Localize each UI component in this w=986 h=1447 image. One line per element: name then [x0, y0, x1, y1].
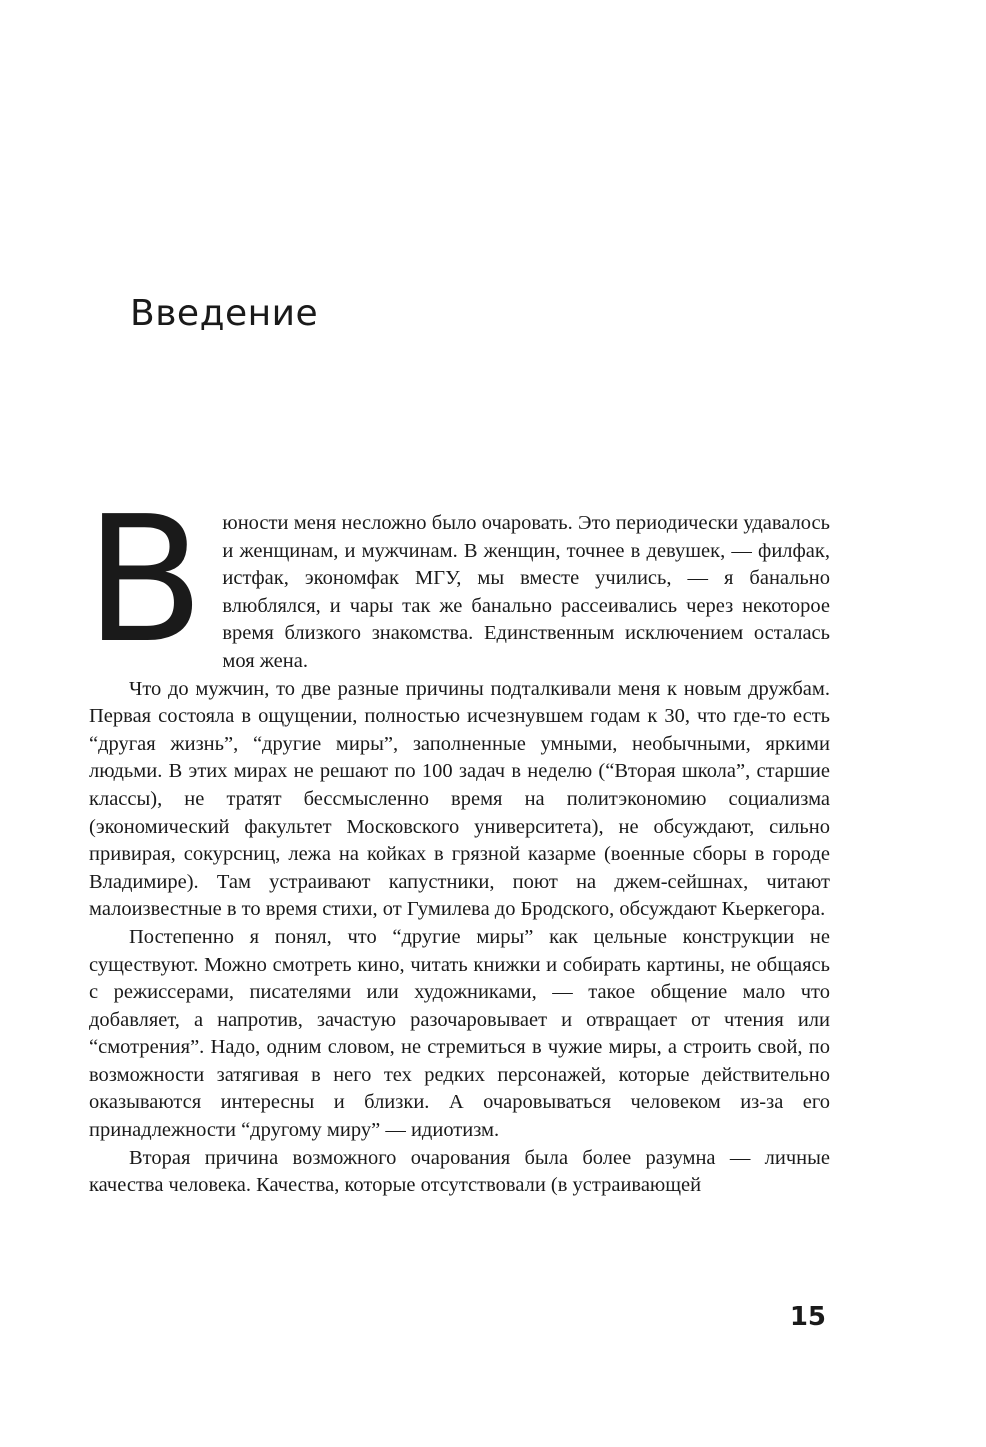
paragraph-2: Что до мужчин, то две разные причины подталкивали меня к новым дружбам. Первая состояла в ощущении, полностью исчезнувшем годам к 30, что где-то есть “другая жизнь”, “другие миры”, заполненные умными, необычными, яркими людьми. В этих мирах не решают по 100 задач в неделю (“Вторая школа”, старшие классы), не тратят бессмысленно время на политэкономию социализма (экономический факультет Московского университета), не обсуждают, сильно привирая, сокурсниц, лежа на койках в грязной казарме (военные сборы в городе Владимире). Там устраивают капустники, поют на джем-сейшнах, читают малоизвестные в то время стихи, от Гумилева до Бродского, обсуждают Кьеркегора.	[89, 677, 830, 921]
chapter-title: Введение	[130, 293, 319, 334]
paragraph-3: Постепенно я понял, что “другие миры” как цельные конструкции не существуют. Можно смотреть кино, читать книжки и собирать картины, не общаясь с режиссерами, писателями или художниками, — такое общение мало что добавляет, а напротив, зачастую разочаровывает и отвращает от чтения или “смотрения”. Надо, одним словом, не стремиться в чужие миры, а строить свой, по возможности затягивая в него тех редких персонажей, которые действительно оказываются интересны и близки. А очаровываться человеком из-за его принадлежности “другому миру” — идиотизм.	[89, 925, 830, 1142]
body-text	[85, 479, 830, 1200]
paragraph-1	[85, 479, 830, 682]
drop-cap: В	[85, 479, 205, 682]
page-number: 15	[789, 1302, 826, 1332]
paragraph-1-text: юности меня несложно было очаровать. Это периодически удавалось и женщинам, и мужчинам. В женщин, точнее в девушек, — филфак, истфак, экономфак МГУ, мы вместе учились, — я банально влюблялся, и чары так же банально рассеивались через некоторое время близкого знакомства. Единственным исключением осталась моя жена.	[222, 512, 830, 672]
paragraph-4: Вторая причина возможного очарования была более разумна — личные качества человека. Качества, которые отсутствовали (в устраивающей	[89, 1146, 830, 1197]
